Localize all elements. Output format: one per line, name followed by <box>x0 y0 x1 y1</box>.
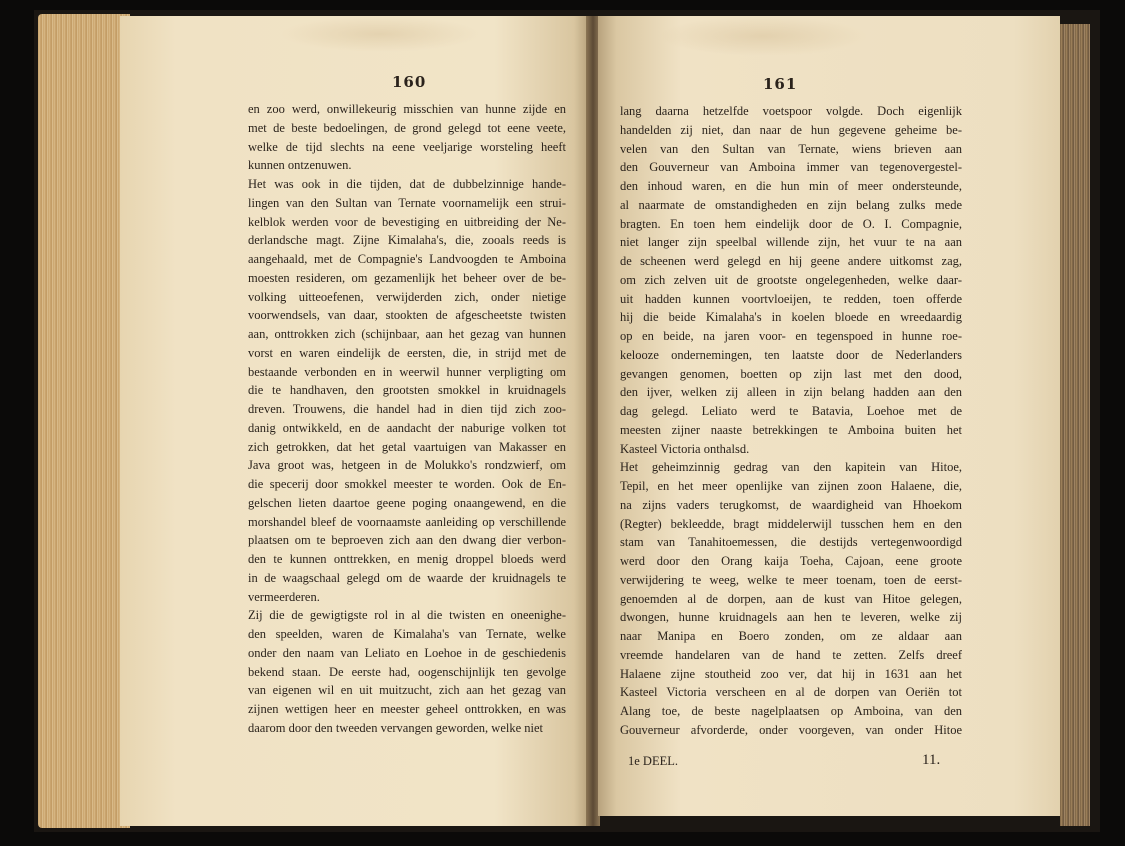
text-line: Het geheimzinnig gedrag van den kapitein van Hitoe, <box>620 460 962 475</box>
text-line: plaatsen om te beproeven zich aan den dwang dier verbon- <box>248 533 566 548</box>
text-line: handelden zij niet, dan naar de hun gegevene geheime be- <box>620 122 962 137</box>
text-line: Alang toe, de beste nagelplaatsen op Amboina, van den <box>620 704 962 718</box>
left-page-body <box>248 100 566 738</box>
text-line: voorwendsels, van daar, stookten de afgescheetste twisten <box>248 308 566 323</box>
text-line: gevangen genomen, boetten op zijn last met den dood, <box>620 366 962 381</box>
text-line: en zoo werd, onwillekeurig misschien van hunne zijde en <box>248 102 566 116</box>
page-number-left: 160 <box>392 73 427 91</box>
text-line: aan, onttrokken zich (schijnbaar, aan het gezag van hunnen <box>248 327 566 341</box>
text-line: Kasteel Victoria onthalsd. <box>620 441 750 456</box>
text-line: bestaande verbonden en in weerwil hunner verpligting om <box>248 364 566 379</box>
text-line: verwijdering te weeg, welke te meer toenam, toen de eerst- <box>620 572 962 587</box>
text-line: onder den naam van Leliato en Loehoe in de geschiedenis <box>248 645 566 660</box>
text-line: vermeerderen. <box>248 589 320 604</box>
text-line: den Gouverneur van Amboina immer van tegenovergestel- <box>620 160 962 175</box>
text-line: om zich zelven uit de grootste ongelegenheden, welke daar- <box>620 272 962 287</box>
text-line: moesten resideren, om gezamenlijk het beheer over de be- <box>248 270 566 285</box>
text-line: van eigenen wil en uit muitzucht, zich aan het gezag van <box>248 683 566 698</box>
text-line: den te kunnen onttrekken, en menig droppel bloeds werd <box>248 552 566 566</box>
text-line: zijnen wettigen heer en meester geheel onttrokken, en was <box>248 702 566 716</box>
text-line: kelooze ondernemingen, ten laatste door de Nederlanders <box>620 347 962 362</box>
text-line: danig ontwikkeld, en de aandacht der naburige volken tot <box>248 420 566 435</box>
text-line: lang daarna hetzelfde voetspoor volgde. Doch eigenlijk <box>620 104 962 118</box>
text-line: uit hadden kunnen voortvloeijen, te redden, toen offerde <box>620 291 962 306</box>
text-line: meesten zijner naaste betrekkingen te Amboina buiten het <box>620 422 962 437</box>
text-line: kelblok werden voor de bevestiging en uitbreiding der Ne- <box>248 214 566 229</box>
right-page <box>598 16 1060 816</box>
text-line: lingen van den Sultan van Ternate voornamelijk een strui- <box>248 195 566 210</box>
text-line: aangehaald, met de Compagnie's Landvoogden te Amboina <box>248 252 566 266</box>
left-page <box>120 16 588 826</box>
text-line: met de beste bedoelingen, de grond gelegd tot eene veete, <box>248 120 566 135</box>
text-line: Halaene zijne stoutheid zoo ver, dat hij in 1631 aan het <box>620 666 962 681</box>
text-line: den speelden, waren de Kimalaha's van Ternate, welke <box>248 627 566 641</box>
text-line: vreemde handelaren van de hand te zetten. Zelfs dreef <box>620 647 962 662</box>
page-edges-right <box>1060 24 1090 826</box>
text-line: vorst en waren eindelijk de eersten, die, in strijd met de <box>248 345 566 360</box>
page-footer <box>620 754 962 776</box>
text-line: Het was ook in die tijden, dat de dubbelzinnige hande- <box>248 177 566 191</box>
text-line: in de waagschaal gelegd om de waarde der kruidnagels te <box>248 570 566 585</box>
text-line: dwongen, hunne kruidnagels aan hen te leveren, welke zij <box>620 610 962 625</box>
text-line: (Regter) bekleedde, bragt middelerwijl tusschen hem en den <box>620 516 962 531</box>
page-stain <box>280 16 480 52</box>
text-line: derlandsche magt. Zijne Kimalaha's, die, zooals reeds is <box>248 233 566 248</box>
text-line: dreven. Trouwens, die handel had in dien tijd zich zoo- <box>248 402 566 416</box>
text-line: Zij die de gewigtigste rol in al die twisten en oneenighe- <box>248 608 566 623</box>
text-line: welke de tijd slechts na eene veeljarige worsteling heeft <box>248 139 566 154</box>
text-line: stam van Tanahitoemessen, die destijds vertegenwoordigd <box>620 535 962 550</box>
text-line: genoemden al de dorpen, aan de kust van Hitoe gelegen, <box>620 591 962 606</box>
text-line: die specerij door smokkel meester te worden. Ook de En- <box>248 477 566 491</box>
text-line: den ijver, welken zij alleen in zijn belang hadden aan den <box>620 385 962 400</box>
text-line: morshandel bleef de voornaamste aanleiding op verschillende <box>248 514 566 529</box>
text-line: Tepil, en het meer openlijke van zijnen zoon Halaene, die, <box>620 479 962 493</box>
text-line: na zijns vaders terugkomst, de waardigheid van Hhoekom <box>620 497 962 512</box>
right-page-body <box>620 102 962 740</box>
text-line: bragten. En toen hem eindelijk door de O. I. Compagnie, <box>620 216 962 231</box>
text-line: de scheenen werd gelegd en hij geene andere uitkomst zag, <box>620 254 962 268</box>
text-line: den inhoud waren, en die hun min of meer ondersteunde, <box>620 179 962 193</box>
text-line: Gouverneur afvorderde, onder voorgeven, van onder Hitoe <box>620 722 962 737</box>
text-line: gelschen lieten daartoe geene poging onaangewend, en die <box>248 495 566 510</box>
text-line: kunnen ontzenuwen. <box>248 158 352 173</box>
text-line: niet langer zijn speelbal willende zijn, het vuur te na aan <box>620 235 962 250</box>
text-line: hij die beide Kimalaha's in koelen bloede en wreedaardig <box>620 310 962 325</box>
text-line: al naarmate de omstandigheden en zijn belang zulks mede <box>620 197 962 212</box>
text-line: velen van den Sultan van Ternate, wiens brieven aan <box>620 141 962 156</box>
text-line: naar Manipa en Boero zonden, om ze aldaar aan <box>620 629 962 643</box>
text-line: bekend staan. De eerste had, oogenschijnlijk ten gevolge <box>248 664 566 679</box>
text-line: die te handhaven, den grootsten smokkel in kruidnagels <box>248 383 566 398</box>
text-line: dag gelegd. Leliato werd te Batavia, Loehoe met de <box>620 404 962 418</box>
signature-mark: 1e DEEL. <box>628 754 678 768</box>
page-stain <box>658 16 868 56</box>
text-line: werd door den Orang kaija Toeha, Cajoan, eene groote <box>620 554 962 568</box>
page-edges-left <box>38 14 130 828</box>
text-line: volking uitteoefenen, verwijderden zich, onder nietige <box>248 289 566 304</box>
text-line: op en beide, na jaren voor- en tegenspoed in hunne roe- <box>620 329 962 343</box>
page-number-right: 161 <box>763 75 798 93</box>
text-line: daarom door den tweeden vervangen geworden, welke niet <box>248 720 544 735</box>
text-line: Kasteel Victoria verscheen en al de dorpen van Oeriën tot <box>620 685 962 700</box>
text-line: zich getrokken, dat het getal vaartuigen van Makasser en <box>248 439 566 454</box>
text-line: Java groot was, hetgeen in de Molukko's rondzwierf, om <box>248 458 566 473</box>
gathering-number: 11. <box>922 752 941 768</box>
